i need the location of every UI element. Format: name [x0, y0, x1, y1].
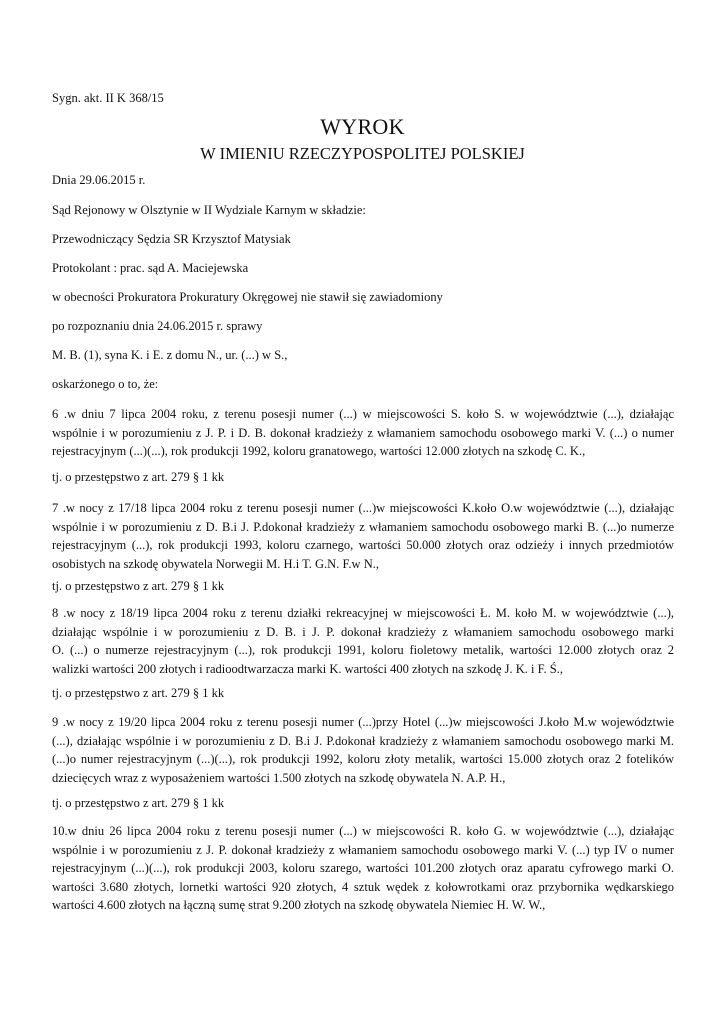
judge-line: Przewodniczący Sędzia SR Krzysztof Matysiak [52, 232, 291, 246]
count-line: O. (...) o numerze rejestracyjnym (...), rok produkcji 1991, koloru fioletowy metalik, wartości 12.000 złotych oraz 2 [52, 643, 674, 657]
qualification-line: tj. o przestępstwo z art. 279 § 1 kk [52, 579, 225, 593]
count-line: wspólnie i w porozumieniu z D. B.i J. P.dokonał kradzieży z włamaniem samochodu osobowego marki B. (...)o numerze [52, 519, 674, 534]
count-line: wspólnie i w porozumieniu z J. P. i D. B. dokonał kradzieży z włamaniem samochodu osobowego marki V. (...) o numer [52, 425, 674, 440]
qualification-line: tj. o przestępstwo z art. 279 § 1 kk [52, 686, 225, 700]
prosecutor-line: w obecności Prokuratora Prokuratury Okręgowej nie stawił się zawiadomiony [52, 290, 443, 304]
count-line: dziecięcych wraz z wyposażeniem wartości 1.500 złotych na szkodę obywatela N. A.P. H., [52, 770, 506, 785]
count-line: walizki wartości 200 złotych i radioodtwarzacza marki K. wartości 400 złotych na szkodę J. K. i F. Ś., [52, 661, 564, 676]
judgment-title: WYROK [320, 114, 405, 139]
count-line: rejestracyjnym (...)(...), rok produkcji 1992, koloru granatowego, wartości 12.000 złotych na szkodę C. K., [52, 444, 586, 458]
date-line: Dnia 29.06.2015 r. [52, 173, 146, 187]
count-line: wspólnie i w porozumieniu z J. P. dokonał kradzieży z włamaniem samochodu osobowego marki V. (...) typ IV o numer [52, 842, 674, 857]
defendant-line: M. B. (1), syna K. i E. z domu N., ur. (...) w S., [52, 348, 288, 362]
hearing-line: po rozpoznaniu dnia 24.06.2015 r. sprawy [52, 319, 263, 333]
count-line: wartości 3.680 złotych, lornetki wartości 920 złotych, 4 sztuk wędek z kołowrotkami oraz przybornika wędkarskiego [52, 879, 674, 894]
count-line: wartości 4.600 złotych na łączną sumę strat 9.200 złotych na szkodę obywatela Niemiec H. W. W., [52, 898, 546, 912]
count-line: 10.w dniu 26 lipca 2004 roku z terenu posesji numer (...) w miejscowości R. koło G. w województwie (...), działając [52, 824, 674, 838]
judgment-subtitle: W IMIENIU RZECZYPOSPOLITEJ POLSKIEJ [200, 144, 525, 163]
count-line: 9 .w nocy z 19/20 lipca 2004 roku z terenu posesji numer (...)przy Hotel (...)w miejscowości J.koło M.w województwie [52, 715, 674, 729]
count-paragraph [52, 822, 674, 915]
count-line: 8 .w nocy z 18/19 lipca 2004 roku z terenu działki rekreacyjnej w miejscowości Ł. M. koło M. w województwie (...), [52, 606, 674, 620]
qualification-line: tj. o przestępstwo z art. 279 § 1 kk [52, 470, 225, 484]
qualification-line: tj. o przestępstwo z art. 279 § 1 kk [52, 796, 225, 810]
count-paragraph [52, 604, 674, 678]
count-paragraph [52, 405, 674, 461]
count-line: (...), działając wspólnie i w porozumieniu z D. B.i J. P.dokonał kradzieży z włamaniem samochodu osobowego marki M. [52, 733, 674, 748]
count-line: rejestracyjnym (...), rok produkcji 1993, koloru czarnego, wartości 50.000 złotych oraz odzieży i innych przedmiotów [52, 538, 674, 552]
accused-line: oskarżonego o to, że: [52, 377, 159, 391]
count-line: 6 .w dniu 7 lipca 2004 roku, z terenu posesji numer (...) w miejscowości S. koło S. w województwie (...), działając [52, 407, 674, 421]
count-paragraph [52, 713, 674, 787]
court-line: Sąd Rejonowy w Olsztynie w II Wydziale Karnym w składzie: [52, 203, 366, 217]
count-line: osobistych na szkodę obywatela Norwegii M. H.i T. G.N. F.w N., [52, 556, 379, 571]
count-line: (...)o numer rejestracyjnym (...)(...), rok produkcji 1992, koloru złoty metalik, wartości 15.000 złotych oraz 2 fotelików [52, 752, 674, 766]
count-paragraph [52, 499, 674, 573]
count-line: działając wspólnie i w porozumieniu z D. B. i J. P. dokonał kradzieży z włamaniem samochodu osobowego marki [52, 624, 674, 639]
count-line: 7 .w nocy z 17/18 lipca 2004 roku z terenu posesji numer (...)w miejscowości K.koło O.w województwie (...), działając [52, 501, 674, 515]
count-line: rejestracyjnym (...)(...), rok produkcji 2003, koloru szarego, wartości 101.200 złotych oraz aparatu cyfrowego marki O. [52, 861, 674, 875]
case-signature: Sygn. akt. II K 368/15 [52, 91, 164, 105]
clerk-line: Protokolant : prac. sąd A. Maciejewska [52, 261, 249, 275]
